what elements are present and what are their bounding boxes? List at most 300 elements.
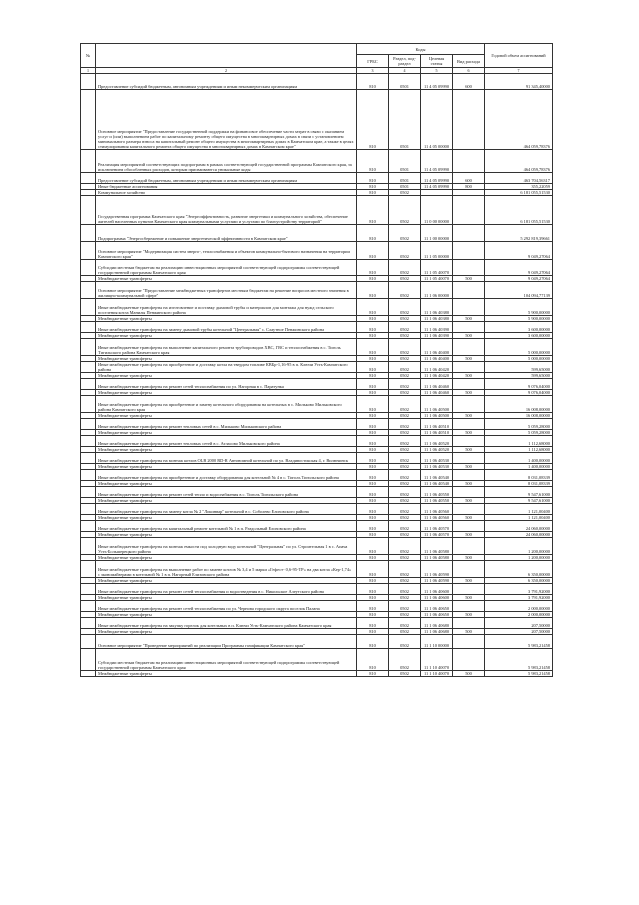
row-number xyxy=(81,635,96,649)
row-target-article: 11 1 06 40680 xyxy=(421,618,453,629)
row-grbs-code: 810 xyxy=(357,276,389,282)
row-expense-type xyxy=(453,504,485,515)
row-target-article: 11 1 06 40580 xyxy=(421,555,453,561)
row-target-article: 11 1 06 40590 xyxy=(421,561,453,578)
row-amount: 6 350,00000 xyxy=(485,578,553,584)
row-target-article: 11 4 05 09990 xyxy=(421,74,453,90)
row-target-article: 11 1 05 40070 xyxy=(421,276,453,282)
row-name: Межбюджетные трансферты xyxy=(96,515,357,521)
row-expense-type: 500 xyxy=(453,390,485,396)
row-name: Иные межбюджетные трансферты на ремонт тепловых сетей в с. Атласово Мильковского района xyxy=(96,436,357,447)
row-amount: 464 059,78376 xyxy=(485,150,553,173)
row-grbs-code: 810 xyxy=(357,481,389,487)
row-section-code: 0502 xyxy=(389,413,421,419)
row-section-code: 0502 xyxy=(389,618,421,629)
table-row xyxy=(81,150,553,173)
row-expense-type: 600 xyxy=(453,173,485,184)
row-amount: 9 049,27064 xyxy=(485,260,553,276)
row-grbs-code: 810 xyxy=(357,299,389,316)
row-name: Межбюджетные трансферты xyxy=(96,532,357,538)
row-expense-type: 500 xyxy=(453,629,485,635)
row-section-code: 0502 xyxy=(389,498,421,504)
row-number xyxy=(81,436,96,447)
row-name: Иные межбюджетные трансферты на выполнение капитального ремонта трубопроводов ХВС, ГВС и теплоснабжения в с. Тиголь Тигильского района Камчатского края xyxy=(96,339,357,356)
row-target-article: 11 1 06 40680 xyxy=(421,629,453,635)
row-grbs-code: 810 xyxy=(357,184,389,190)
row-expense-type xyxy=(453,260,485,276)
row-amount: 1 121,00400 xyxy=(485,515,553,521)
row-name: Межбюджетные трансферты xyxy=(96,447,357,453)
row-expense-type xyxy=(453,282,485,299)
row-expense-type: 500 xyxy=(453,515,485,521)
row-section-code: 0502 xyxy=(389,196,421,225)
row-section-code: 0502 xyxy=(389,464,421,470)
row-target-article: 11 1 06 40520 xyxy=(421,447,453,453)
row-grbs-code: 810 xyxy=(357,242,389,260)
row-name: Иные межбюджетные трансферты на приобретение и замену котельного оборудования на котельных в с. Мильково Мильковского района Камчатского края xyxy=(96,396,357,413)
row-amount: 104 094,77139 xyxy=(485,282,553,299)
row-number xyxy=(81,322,96,333)
row-section-code: 0501 xyxy=(389,90,421,150)
col-index: 3 xyxy=(357,68,389,74)
row-target-article: 11 1 06 40420 xyxy=(421,373,453,379)
row-name: Предоставление субсидий бюджетным, автономным учреждениям и иным некоммерческим организациям xyxy=(96,74,357,90)
row-amount: 599,65000 xyxy=(485,373,553,379)
row-number xyxy=(81,225,96,242)
budget-table xyxy=(80,43,553,677)
row-expense-type xyxy=(453,538,485,555)
row-target-article: 11 1 06 40550 xyxy=(421,498,453,504)
row-section-code: 0502 xyxy=(389,671,421,677)
row-target-article: 11 1 06 40380 xyxy=(421,316,453,322)
row-section-code: 0502 xyxy=(389,601,421,612)
row-expense-type: 500 xyxy=(453,373,485,379)
row-name: Межбюджетные трансферты xyxy=(96,612,357,618)
row-amount: 5 000,00000 xyxy=(485,356,553,362)
row-target-article: 11 1 00 00000 xyxy=(421,225,453,242)
header-csr: Целевая статья xyxy=(421,55,453,68)
header-codes: Коды xyxy=(357,44,485,55)
table-row xyxy=(81,584,553,595)
row-section-code: 0502 xyxy=(389,521,421,532)
row-target-article: 11 1 06 40600 xyxy=(421,584,453,595)
row-expense-type xyxy=(453,379,485,390)
row-grbs-code: 810 xyxy=(357,322,389,333)
row-expense-type: 500 xyxy=(453,498,485,504)
row-name: Подпрограмма "Энергосбережение и повышение энергетической эффективности в Камчатском крае" xyxy=(96,225,357,242)
row-target-article: 11 1 10 00000 xyxy=(421,635,453,649)
row-number xyxy=(81,538,96,555)
row-section-code: 0502 xyxy=(389,555,421,561)
row-expense-type: 600 xyxy=(453,74,485,90)
row-number xyxy=(81,561,96,578)
row-number xyxy=(81,601,96,612)
row-name: Межбюджетные трансферты xyxy=(96,629,357,635)
row-section-code: 0502 xyxy=(389,453,421,464)
row-section-code: 0502 xyxy=(389,282,421,299)
table-row xyxy=(81,74,553,90)
row-name: Межбюджетные трансферты xyxy=(96,276,357,282)
row-grbs-code: 810 xyxy=(357,419,389,430)
row-grbs-code: 810 xyxy=(357,635,389,649)
table-row xyxy=(81,504,553,515)
row-amount: 3 600,00000 xyxy=(485,333,553,339)
row-target-article: 11 1 06 40510 xyxy=(421,430,453,436)
row-name: Межбюджетные трансферты xyxy=(96,430,357,436)
row-amount: 24 060,00000 xyxy=(485,521,553,532)
row-expense-type: 500 xyxy=(453,276,485,282)
table-row xyxy=(81,436,553,447)
row-target-article: 11 1 06 40600 xyxy=(421,595,453,601)
row-number xyxy=(81,339,96,356)
row-section-code: 0502 xyxy=(389,276,421,282)
row-section-code: 0502 xyxy=(389,362,421,373)
row-grbs-code: 810 xyxy=(357,447,389,453)
row-expense-type xyxy=(453,521,485,532)
row-target-article: 11 1 06 40650 xyxy=(421,601,453,612)
row-grbs-code: 810 xyxy=(357,373,389,379)
row-section-code: 0501 xyxy=(389,173,421,184)
row-target-article: 11 4 05 09990 xyxy=(421,150,453,173)
row-target-article: 11 1 10 40070 xyxy=(421,671,453,677)
row-number xyxy=(81,173,96,184)
row-number xyxy=(81,299,96,316)
row-name: Реализация мероприятий соответствующих подпрограмм в рамках соответствующей государственной программы Камчатского края, за исключением обособленных расходов, которым присваиваются уникальные коды xyxy=(96,150,357,173)
row-section-code: 0502 xyxy=(389,595,421,601)
row-name: Межбюджетные трансферты xyxy=(96,481,357,487)
row-amount: 5 059,28000 xyxy=(485,419,553,430)
row-target-article: 11 1 06 40500 xyxy=(421,396,453,413)
row-section-code: 0502 xyxy=(389,379,421,390)
row-expense-type xyxy=(453,487,485,498)
row-name: Предоставление субсидий бюджетным, автономным учреждениям и иным некоммерческим организациям xyxy=(96,173,357,184)
row-name: Иные межбюджетные трансферты на капитальный ремонт котельной № 1 в п. Раздольный Елизовского района xyxy=(96,521,357,532)
row-target-article: 11 1 06 40510 xyxy=(421,419,453,430)
row-expense-type xyxy=(453,618,485,629)
row-grbs-code: 810 xyxy=(357,260,389,276)
row-amount: 9 547,61000 xyxy=(485,498,553,504)
row-section-code: 0502 xyxy=(389,322,421,333)
row-amount: 1 112,68000 xyxy=(485,436,553,447)
row-grbs-code: 810 xyxy=(357,578,389,584)
row-grbs-code: 810 xyxy=(357,671,389,677)
table-row xyxy=(81,196,553,225)
row-grbs-code: 810 xyxy=(357,649,389,671)
row-grbs-code: 810 xyxy=(357,173,389,184)
header-num: № xyxy=(81,44,96,68)
table-row xyxy=(81,242,553,260)
row-grbs-code: 810 xyxy=(357,612,389,618)
row-amount: 5 292 819,39661 xyxy=(485,225,553,242)
row-name: Межбюджетные трансферты xyxy=(96,390,357,396)
row-expense-type xyxy=(453,635,485,649)
row-section-code: 0502 xyxy=(389,316,421,322)
row-number xyxy=(81,90,96,150)
table-row xyxy=(81,561,553,578)
row-name: Основное мероприятие "Предоставление межбюджетных трансфертов местным бюджетам на решение вопросов местного значения в жилищно-коммунальной сфере" xyxy=(96,282,357,299)
row-name: Межбюджетные трансферты xyxy=(96,373,357,379)
row-name: Межбюджетные трансферты xyxy=(96,555,357,561)
row-section-code: 0502 xyxy=(389,333,421,339)
row-amount: 16 008,00000 xyxy=(485,413,553,419)
row-section-code: 0502 xyxy=(389,396,421,413)
row-amount: 1 121,00400 xyxy=(485,504,553,515)
row-section-code: 0502 xyxy=(389,481,421,487)
row-grbs-code: 810 xyxy=(357,487,389,498)
row-grbs-code: 810 xyxy=(357,413,389,419)
row-target-article: 11 1 06 40380 xyxy=(421,299,453,316)
row-grbs-code: 810 xyxy=(357,150,389,173)
row-number xyxy=(81,521,96,532)
row-amount: 1 400,00000 xyxy=(485,464,553,470)
row-target-article: 11 1 06 40390 xyxy=(421,322,453,333)
row-amount: 8 031,08339 xyxy=(485,470,553,481)
row-amount: 207,50000 xyxy=(485,629,553,635)
row-section-code: 0502 xyxy=(389,373,421,379)
table-row xyxy=(81,299,553,316)
row-name: Иные межбюджетные трансферты на выполнение работ по замене котлов № 3,4 и 5 марки «Гефест- 0,6-95-ТР» на два котла «Кер-1,74» с экономайзерами в котельной № 1 в п. Нагорный Елизовского района xyxy=(96,561,357,578)
row-grbs-code: 810 xyxy=(357,436,389,447)
row-name: Межбюджетные трансферты xyxy=(96,464,357,470)
row-section-code: 0502 xyxy=(389,242,421,260)
row-number xyxy=(81,282,96,299)
row-grbs-code: 810 xyxy=(357,538,389,555)
row-number xyxy=(81,649,96,671)
row-expense-type xyxy=(453,362,485,373)
row-amount: 16 008,00000 xyxy=(485,396,553,413)
row-section-code: 0502 xyxy=(389,356,421,362)
col-index: 6 xyxy=(453,68,485,74)
row-amount: 5 900,00000 xyxy=(485,316,553,322)
row-expense-type xyxy=(453,339,485,356)
row-grbs-code: 810 xyxy=(357,464,389,470)
row-section-code: 0502 xyxy=(389,430,421,436)
row-expense-type xyxy=(453,242,485,260)
row-expense-type xyxy=(453,601,485,612)
row-name: Иные межбюджетные трансферты на замену дымовой трубы котельной "Центральная" с. Слаутное Пенжинского района xyxy=(96,322,357,333)
row-target-article: 11 1 06 40650 xyxy=(421,612,453,618)
table-row xyxy=(81,339,553,356)
row-grbs-code: 810 xyxy=(357,90,389,150)
row-expense-type xyxy=(453,196,485,225)
row-grbs-code: 810 xyxy=(357,498,389,504)
row-expense-type xyxy=(453,453,485,464)
row-grbs-code: 810 xyxy=(357,333,389,339)
row-amount: 1 400,00000 xyxy=(485,453,553,464)
table-row xyxy=(81,173,553,184)
row-target-article: 11 0 00 00000 xyxy=(421,196,453,225)
row-amount: 464 059,78376 xyxy=(485,90,553,150)
row-number xyxy=(81,453,96,464)
row-target-article: 11 1 06 40460 xyxy=(421,390,453,396)
row-name: Коммунальное хозяйство xyxy=(96,190,357,196)
row-grbs-code: 810 xyxy=(357,515,389,521)
table-row xyxy=(81,282,553,299)
row-number xyxy=(81,396,96,413)
row-section-code: 0502 xyxy=(389,504,421,515)
row-name: Иные межбюджетные трансферты на закупку горелок для котельных в п. Ключи Усть-Камчатского района Камчатского края xyxy=(96,618,357,629)
table-row xyxy=(81,362,553,373)
row-grbs-code: 810 xyxy=(357,584,389,595)
row-section-code: 0502 xyxy=(389,515,421,521)
row-section-code: 0501 xyxy=(389,184,421,190)
row-name: Межбюджетные трансферты xyxy=(96,413,357,419)
row-section-code: 0502 xyxy=(389,635,421,649)
row-section-code: 0502 xyxy=(389,578,421,584)
row-name: Иные межбюджетные трансферты на ремонт тепловых сетей в с. Мильково Мильковского района xyxy=(96,419,357,430)
row-amount: 5 983,21458 xyxy=(485,635,553,649)
row-target-article: 11 1 06 40520 xyxy=(421,436,453,447)
row-section-code: 0502 xyxy=(389,436,421,447)
row-name: Межбюджетные трансферты xyxy=(96,671,357,677)
row-name: Государственная программа Камчатского края "Энергоэффективность, развитие энергетики и коммунального хозяйства, обеспечение жителей населенных пунктов Камчатского края коммунальными услугами и услугами по благоустройству территорий" xyxy=(96,196,357,225)
row-amount: 6 181 055,51530 xyxy=(485,196,553,225)
row-target-article: 11 1 06 40580 xyxy=(421,538,453,555)
row-section-code: 0502 xyxy=(389,419,421,430)
row-grbs-code: 810 xyxy=(357,390,389,396)
row-grbs-code: 810 xyxy=(357,629,389,635)
row-target-article: 11 1 06 40590 xyxy=(421,578,453,584)
row-name: Межбюджетные трансферты xyxy=(96,316,357,322)
row-number xyxy=(81,671,96,677)
row-number xyxy=(81,379,96,390)
row-amount: 5 000,00000 xyxy=(485,339,553,356)
row-name: Иные межбюджетные трансферты на приобретение и доставку оборудования для котельной № 4 в с. Тиголь Тигильского района xyxy=(96,470,357,481)
row-amount: 24 060,00000 xyxy=(485,532,553,538)
row-number xyxy=(81,74,96,90)
row-target-article: 11 1 06 40400 xyxy=(421,356,453,362)
row-name: Межбюджетные трансферты xyxy=(96,356,357,362)
row-name: Иные межбюджетные трансферты на монтаж котлов OLB 2000 RD-R Автономной котельной по ул. Владивостокская 4, г. Вилючинск xyxy=(96,453,357,464)
row-grbs-code: 810 xyxy=(357,618,389,629)
row-amount: 599,65000 xyxy=(485,362,553,373)
row-number xyxy=(81,150,96,173)
row-expense-type: 500 xyxy=(453,555,485,561)
row-amount: 2 000,00000 xyxy=(485,601,553,612)
table-body xyxy=(81,74,553,677)
col-index: 4 xyxy=(389,68,421,74)
col-index: 1 xyxy=(81,68,96,74)
row-target-article: 11 1 06 40390 xyxy=(421,333,453,339)
row-grbs-code: 810 xyxy=(357,430,389,436)
row-amount: 8 031,08339 xyxy=(485,481,553,487)
row-amount: 5 900,00000 xyxy=(485,299,553,316)
row-amount: 5 059,28000 xyxy=(485,430,553,436)
row-target-article: 11 1 05 00000 xyxy=(421,242,453,260)
row-name: Межбюджетные трансферты xyxy=(96,498,357,504)
row-amount: 3 791,92000 xyxy=(485,584,553,595)
row-section-code: 0501 xyxy=(389,74,421,90)
row-name: Иные межбюджетные трансферты на ремонт сетей теплоснабжения по ул. Чернова городского округа поселок Палана xyxy=(96,601,357,612)
row-grbs-code: 810 xyxy=(357,532,389,538)
row-section-code: 0502 xyxy=(389,260,421,276)
row-name: Иные межбюджетные трансферты на ремонт сетей теплоснабжения и водоотведения в с. Никольское Алеутского района xyxy=(96,584,357,595)
table-row xyxy=(81,470,553,481)
row-amount: 9 049,27064 xyxy=(485,242,553,260)
row-target-article: 11 1 06 40420 xyxy=(421,362,453,373)
row-grbs-code: 810 xyxy=(357,595,389,601)
row-amount: 1 200,00000 xyxy=(485,538,553,555)
row-target-article: 11 4 05 09990 xyxy=(421,173,453,184)
row-amount: 1 200,00000 xyxy=(485,555,553,561)
header-rzpr: Раздел, под-раздел xyxy=(389,55,421,68)
col-index: 2 xyxy=(96,68,357,74)
row-name: Иные межбюджетные трансферты на замену котла № 2 "Локинвар" котельной в с. Соболево Елизовского района xyxy=(96,504,357,515)
row-grbs-code: 810 xyxy=(357,196,389,225)
row-amount: 6 181 055,51530 xyxy=(485,190,553,196)
row-expense-type: 800 xyxy=(453,184,485,190)
col-index: 7 xyxy=(485,68,553,74)
table-row xyxy=(81,396,553,413)
row-target-article: 11 1 06 40530 xyxy=(421,464,453,470)
row-name: Иные межбюджетные трансферты на изготовление и поставку дымовой трубы и материалов для монтажа для нужд сельского поселения котла Манилы Пенжинского района xyxy=(96,299,357,316)
row-grbs-code: 810 xyxy=(357,74,389,90)
row-name: Межбюджетные трансферты xyxy=(96,595,357,601)
col-index: 5 xyxy=(421,68,453,74)
row-target-article: 11 1 06 00000 xyxy=(421,282,453,299)
row-number xyxy=(81,487,96,498)
row-expense-type: 500 xyxy=(453,481,485,487)
table-row xyxy=(81,521,553,532)
row-grbs-code: 810 xyxy=(357,356,389,362)
row-target-article: 11 1 06 40500 xyxy=(421,413,453,419)
table-row xyxy=(81,260,553,276)
table-row xyxy=(81,635,553,649)
row-target-article: 11 1 06 40460 xyxy=(421,379,453,390)
row-grbs-code: 810 xyxy=(357,470,389,481)
row-section-code: 0502 xyxy=(389,299,421,316)
row-target-article: 11 1 06 40540 xyxy=(421,481,453,487)
table-row xyxy=(81,487,553,498)
row-number xyxy=(81,470,96,481)
row-expense-type xyxy=(453,225,485,242)
row-expense-type: 500 xyxy=(453,447,485,453)
row-number xyxy=(81,584,96,595)
row-section-code: 0502 xyxy=(389,470,421,481)
row-name: Межбюджетные трансферты xyxy=(96,333,357,339)
header-grbs: ГРБС xyxy=(357,55,389,68)
row-section-code: 0502 xyxy=(389,538,421,555)
row-expense-type xyxy=(453,299,485,316)
table-row xyxy=(81,225,553,242)
row-section-code: 0502 xyxy=(389,487,421,498)
row-number xyxy=(81,242,96,260)
row-section-code: 0502 xyxy=(389,584,421,595)
row-amount: 2 000,00000 xyxy=(485,612,553,618)
row-amount: 5 983,21458 xyxy=(485,649,553,671)
row-grbs-code: 810 xyxy=(357,396,389,413)
row-expense-type: 500 xyxy=(453,316,485,322)
row-section-code: 0502 xyxy=(389,390,421,396)
row-name: Иные межбюджетные трансферты на ремонт сетей тепло и водоснабжения в с. Тиголь Тигильского района xyxy=(96,487,357,498)
table-row xyxy=(81,90,553,150)
row-expense-type xyxy=(453,322,485,333)
table-row xyxy=(81,538,553,555)
row-expense-type: 500 xyxy=(453,671,485,677)
row-amount: 9 076,04000 xyxy=(485,390,553,396)
row-name: Основное мероприятие "Проведение мероприятий по реализации Программы газификации Камчатского края" xyxy=(96,635,357,649)
row-name: Межбюджетные трансферты xyxy=(96,578,357,584)
row-amount: 207,50000 xyxy=(485,618,553,629)
row-name: Иные межбюджетные трансферты на приобретение и доставку котла на твердом топливе КВБр-1,16-95 в п. Ключи Усть-Камчатского района xyxy=(96,362,357,373)
row-expense-type: 500 xyxy=(453,430,485,436)
header-name xyxy=(96,44,357,68)
row-target-article: 11 1 06 40560 xyxy=(421,515,453,521)
row-number xyxy=(81,618,96,629)
row-amount: 3 791,92000 xyxy=(485,595,553,601)
row-target-article: 11 1 06 40570 xyxy=(421,532,453,538)
row-expense-type xyxy=(453,584,485,595)
